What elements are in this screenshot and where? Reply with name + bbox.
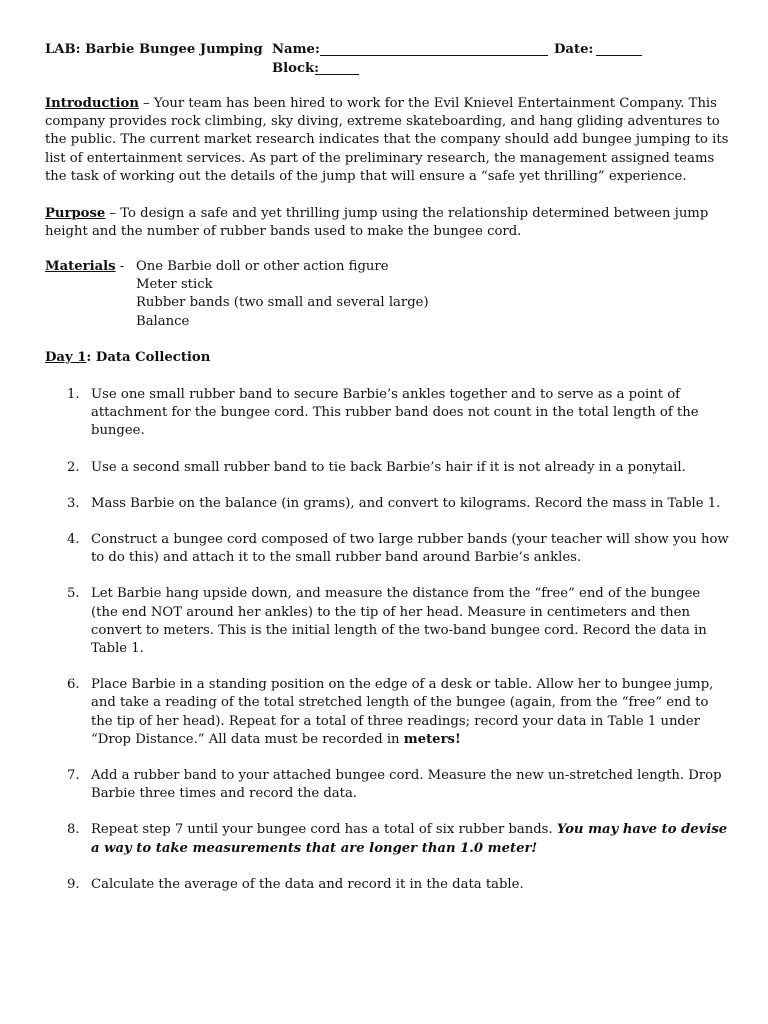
step-text: Repeat step 7 until your bungee cord has a total of six rubber bands.: [91, 822, 557, 838]
material-item: One Barbie doll or other action figure: [136, 259, 389, 274]
procedure-step: [45, 876, 730, 894]
block-label: Block:: [272, 61, 319, 76]
procedure-step: [45, 585, 730, 658]
date-label: Date:: [554, 42, 594, 57]
step-number: 3.: [67, 495, 80, 511]
introduction-text: – Your team has been hired to work for the Evil Knievel Entertainment Company. This company provides rock climbing, sky diving, extreme skateboarding, and hang gliding adventures to the public. The current market research indicates that the company should add bungee jumping to its list of entertainment services. As part of the preliminary research, the management assigned teams the task of working out the details of the jump that will ensure a “safe yet thrilling” experience.: [45, 96, 729, 184]
procedure-steps: [45, 386, 730, 912]
materials-separator: -: [115, 259, 125, 274]
procedure-step: [45, 531, 730, 567]
purpose-heading: Purpose: [45, 206, 106, 221]
day1-title: : Data Collection: [86, 350, 211, 365]
purpose-section: [45, 205, 730, 241]
materials-heading: Materials: [45, 259, 116, 274]
step-number: 8.: [67, 822, 80, 838]
material-item: Meter stick: [136, 277, 213, 293]
step-text: Use one small rubber band to secure Barbie’s ankles together and to serve as a point of attachment for the bungee cord. This rubber band does not count in the total length of the bungee.: [91, 387, 699, 439]
material-item: Rubber bands (two small and several large): [136, 295, 429, 311]
name-label: Name:: [272, 42, 320, 57]
procedure-step: [45, 767, 730, 803]
step-number: 4.: [67, 532, 80, 548]
step-text: Calculate the average of the data and record it in the data table.: [91, 876, 524, 892]
step-text: Mass Barbie on the balance (in grams), and convert to kilograms. Record the mass in Table 1.: [91, 495, 721, 511]
step-number: 1.: [67, 387, 80, 402]
step-text: Let Barbie hang upside down, and measure the distance from the “free” end of the bungee (the end NOT around her ankles) to the tip of her head. Measure in centimeters and then convert to meters. This is the initial length of the two-band bungee cord. Record the data in Table 1.: [91, 586, 707, 657]
step-number: 2.: [67, 459, 80, 475]
material-item: Balance: [136, 313, 190, 329]
procedure-step: [45, 459, 730, 477]
block-blank-line: [315, 74, 359, 75]
introduction-heading: Introduction: [45, 96, 139, 111]
materials-list: [136, 258, 429, 331]
date-blank-line: [596, 55, 642, 56]
lab-title: LAB: Barbie Bungee Jumping: [45, 42, 263, 57]
step-text: Add a rubber band to your attached bungee cord. Measure the new un-stretched length. Drop Barbie three times and record the data.: [91, 768, 722, 802]
step-text: Place Barbie in a standing position on the edge of a desk or table. Allow her to bungee jump, and take a reading of the total stretched length of the bungee (again, from the “free” end to the tip of her head). Repeat for a total of three readings; record your data in Table 1 under “Drop Distance.” All data must be recorded in: [91, 677, 714, 747]
step-number: 7.: [67, 768, 80, 784]
materials-label: [45, 258, 124, 276]
step-bold-text: meters!: [403, 731, 461, 747]
day1-heading: Day 1: [45, 350, 87, 365]
procedure-step: [45, 386, 730, 441]
worksheet-header: [45, 41, 745, 81]
step-number: 9.: [67, 876, 80, 892]
day1-heading-row: [45, 349, 210, 367]
step-text: Construct a bungee cord composed of two large rubber bands (your teacher will show you how to do this) and attach it to the small rubber band around Barbie’s ankles.: [91, 532, 729, 566]
procedure-step: [45, 821, 730, 857]
step-text: Use a second small rubber band to tie back Barbie’s hair if it is not already in a ponytail.: [91, 459, 686, 475]
name-blank-line: [320, 55, 548, 56]
procedure-step: [45, 676, 730, 749]
step-emphasis-text: You may have to devise a way to take measurements that are longer than 1.0 meter!: [91, 822, 728, 856]
step-number: 6.: [67, 677, 80, 693]
step-number: 5.: [67, 586, 80, 602]
procedure-step: [45, 495, 730, 513]
purpose-text: – To design a safe and yet thrilling jump using the relationship determined between jump height and the number of rubber bands used to make the bungee cord.: [45, 206, 709, 240]
introduction-section: [45, 95, 730, 186]
